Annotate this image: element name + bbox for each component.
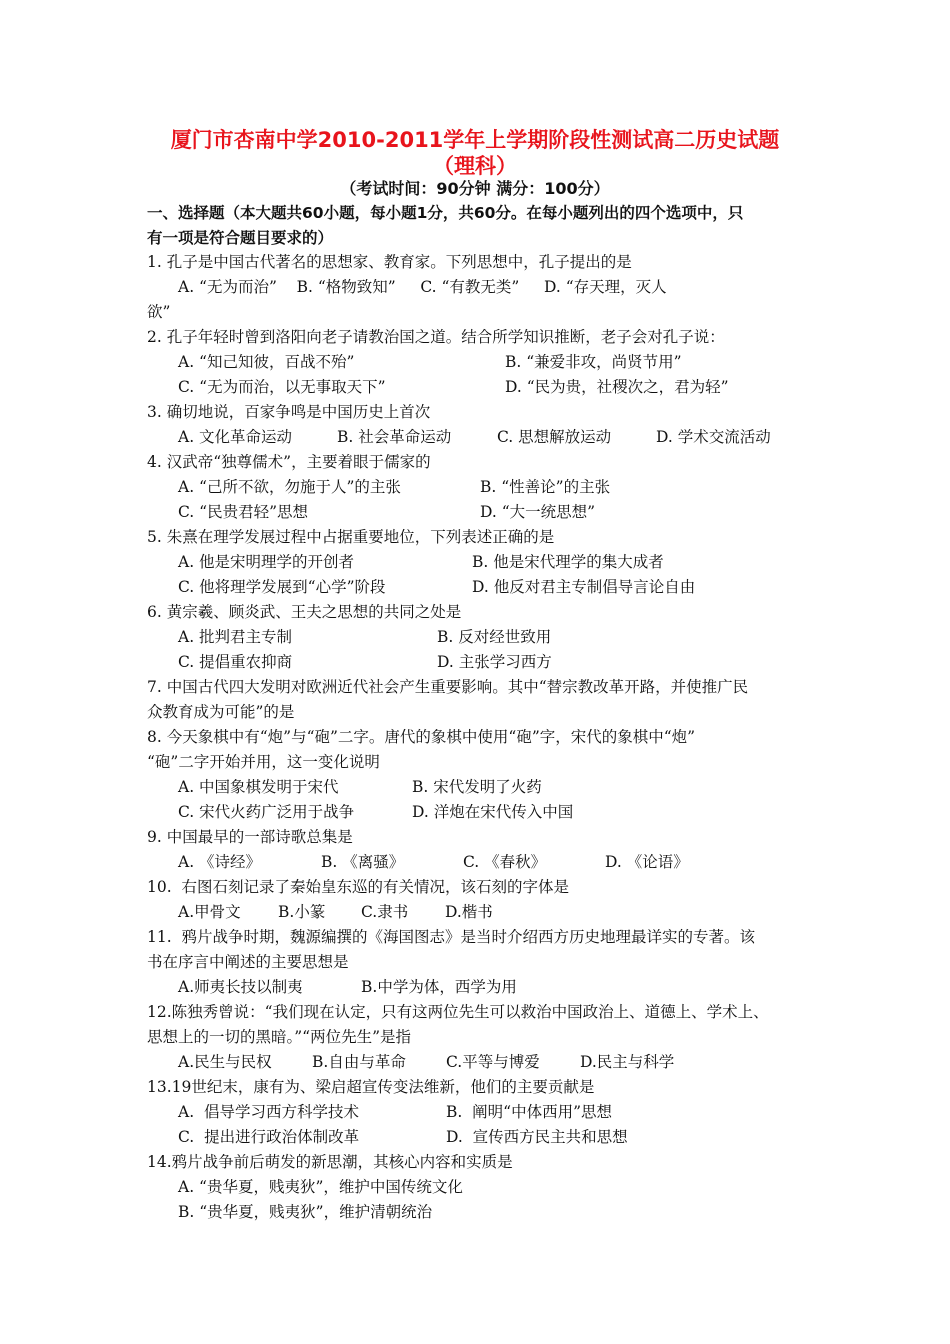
option-b: B.中学为体，西学为用 — [361, 978, 517, 996]
option-a: A. 批判君主专制 — [178, 628, 293, 646]
question-stem-cont: 书在序言中阐述的主要思想是 — [147, 953, 349, 971]
option-d: D. 《论语》 — [605, 853, 689, 871]
option-b: B. 阐明“中体西用”思想 — [446, 1103, 613, 1121]
option-a: A. 他是宋明理学的开创者 — [178, 553, 355, 571]
option-a: A. 倡导学习西方科学技术 — [178, 1103, 359, 1121]
question-stem: 14.鸦片战争前后萌发的新思潮，其核心内容和实质是 — [147, 1153, 513, 1171]
question-stem: 6. 黄宗羲、顾炎武、王夫之思想的共同之处是 — [147, 603, 462, 621]
option-b: B. “贵华夏，贱夷狄”，维护清朝统治 — [178, 1203, 433, 1221]
option-b: B. 宋代发明了火药 — [412, 778, 542, 796]
question-stem: 4. 汉武帝“独尊儒术”，主要着眼于儒家的 — [147, 453, 431, 471]
option-d: D.民主与科学 — [580, 1053, 675, 1071]
option-b: B.小篆 — [278, 903, 326, 921]
question-options: A. “无为而治” B. “格物致知” C. “有教无类” D. “存天理，灭人 — [178, 278, 667, 296]
option-c: C. 他将理学发展到“心学”阶段 — [178, 578, 386, 596]
question-stem: 8. 今天象棋中有“炮”与“砲”二字。唐代的象棋中使用“砲”字，宋代的象棋中“炮” — [147, 728, 696, 746]
question-stem: 12.陈独秀曾说：“我们现在认定，只有这两位先生可以救治中国政治上、道德上、学术上、 — [147, 1003, 769, 1021]
option-d: D.楷书 — [445, 903, 493, 921]
option-c: C. 思想解放运动 — [497, 428, 612, 446]
option-a: A. “己所不欲，勿施于人”的主张 — [178, 478, 401, 496]
option-d: D. 学术交流活动 — [656, 428, 771, 446]
question-stem: 9. 中国最早的一部诗歌总集是 — [147, 828, 353, 846]
exam-meta: （考试时间：90分钟 满分：100分） — [340, 179, 610, 198]
question-stem-cont: “砲”二字开始并用，这一变化说明 — [147, 753, 380, 771]
option-a: A. 中国象棋发明于宋代 — [178, 778, 339, 796]
section-heading: 一、选择题（本大题共60小题，每小题1分，共60分。在每小题列出的四个选项中，只 — [147, 204, 744, 222]
question-stem: 7. 中国古代四大发明对欧洲近代社会产生重要影响。其中“替宗教改革开路，并使推广民 — [147, 678, 749, 696]
question-stem: 10. 右图石刻记录了秦始皇东巡的有关情况，该石刻的字体是 — [147, 878, 570, 896]
option-d: D. “民为贵，社稷次之，君为轻” — [505, 378, 729, 396]
option-c: C. “无为而治，以无事取天下” — [178, 378, 386, 396]
option-c: C. 宋代火药广泛用于战争 — [178, 803, 355, 821]
exam-subtitle: （理科） — [433, 154, 517, 178]
option-d: D. 洋炮在宋代传入中国 — [412, 803, 574, 821]
question-stem: 13.19世纪末，康有为、梁启超宣传变法维新，他们的主要贡献是 — [147, 1078, 595, 1096]
option-c: C. 《春秋》 — [463, 853, 547, 871]
question-stem: 2. 孔子年轻时曾到洛阳向老子请教治国之道。结合所学知识推断，老子会对孔子说： — [147, 328, 725, 346]
option-b: B. 他是宋代理学的集大成者 — [472, 553, 664, 571]
question-stem: 11. 鸦片战争时期，魏源编撰的《海国图志》是当时介绍西方历史地理最详实的专著。该 — [147, 928, 756, 946]
option-a: A. 《诗经》 — [178, 853, 262, 871]
option-d: D. 他反对君主专制倡导言论自由 — [472, 578, 696, 596]
option-d: D. 主张学习西方 — [437, 653, 552, 671]
option-a: A.民生与民权 — [178, 1053, 272, 1071]
option-a: A. “知己知彼，百战不殆” — [178, 353, 355, 371]
exam-title: 厦门市杏南中学2010-2011学年上学期阶段性测试高二历史试题 — [170, 128, 780, 152]
option-a: A. “贵华夏，贱夷狄”，维护中国传统文化 — [178, 1178, 463, 1196]
option-c: C.平等与博爱 — [446, 1053, 540, 1071]
option-b: B. “兼爱非攻，尚贤节用” — [505, 353, 682, 371]
question-stem-cont: 思想上的一切的黑暗。”“两位先生”是指 — [147, 1028, 412, 1046]
question-stem: 5. 朱熹在理学发展过程中占据重要地位，下列表述正确的是 — [147, 528, 555, 546]
option-a: A.师夷长技以制夷 — [178, 978, 303, 996]
option-b: B. 社会革命运动 — [337, 428, 452, 446]
option-b: B.自由与革命 — [312, 1053, 406, 1071]
option-b: B. 《离骚》 — [321, 853, 405, 871]
option-b: B. 反对经世致用 — [437, 628, 552, 646]
option-c: C. 提倡重农抑商 — [178, 653, 293, 671]
question-stem: 3. 确切地说，百家争鸣是中国历史上首次 — [147, 403, 431, 421]
option-c: C. “民贵君轻”思想 — [178, 503, 309, 521]
option-a: A.甲骨文 — [178, 903, 241, 921]
question-stem: 1. 孔子是中国古代著名的思想家、教育家。下列思想中，孔子提出的是 — [147, 253, 632, 271]
option-c: C. 提出进行政治体制改革 — [178, 1128, 360, 1146]
option-a: A. 文化革命运动 — [178, 428, 293, 446]
question-stem-cont: 众教育成为可能”的是 — [147, 703, 295, 721]
option-d: D. 宣传西方民主共和思想 — [446, 1128, 628, 1146]
question-options-cont: 欲” — [147, 303, 171, 321]
section-heading-cont: 有一项是符合题目要求的） — [147, 229, 334, 247]
option-b: B. “性善论”的主张 — [480, 478, 611, 496]
option-c: C.隶书 — [361, 903, 409, 921]
option-d: D. “大一统思想” — [480, 503, 596, 521]
